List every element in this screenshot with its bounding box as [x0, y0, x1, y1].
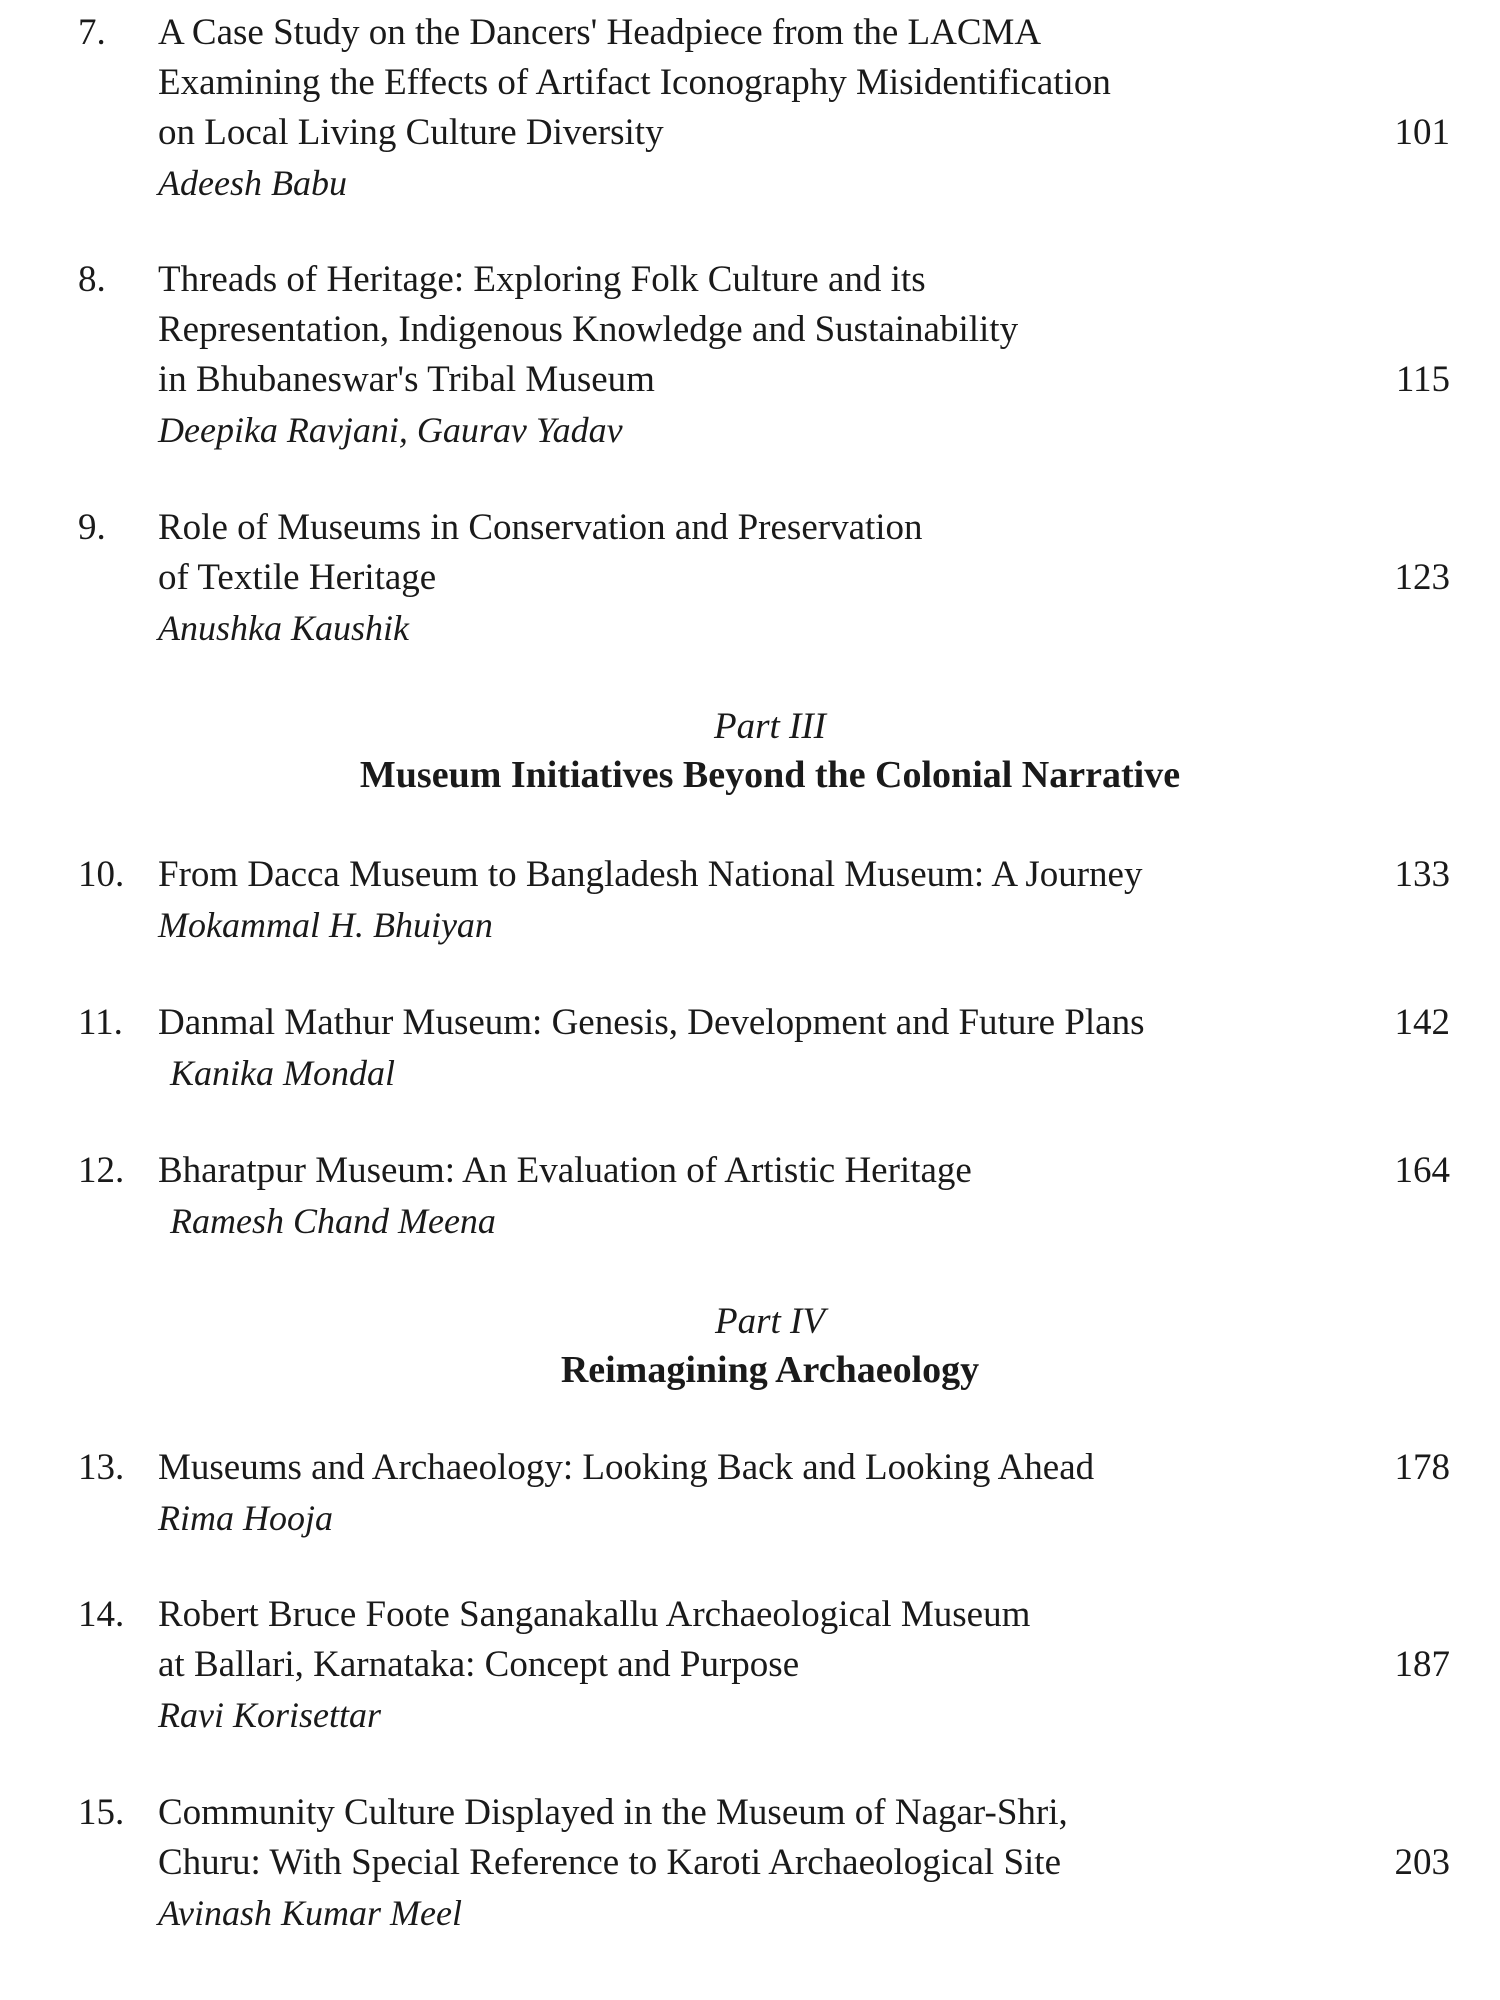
entry-page-number: 123 — [1394, 557, 1450, 598]
part-title: Reimagining Archaeology — [560, 1349, 980, 1391]
entry-number: 15. — [78, 1792, 125, 1833]
entry-page-number: 115 — [1395, 359, 1450, 400]
entry-number: 13. — [78, 1447, 125, 1488]
entry-number: 8. — [78, 259, 106, 300]
part-label: Part IV — [715, 1301, 825, 1342]
entry-title: Bharatpur Museum: An Evaluation of Artistic Heritage — [158, 1150, 972, 1191]
entry-number: 9. — [78, 507, 106, 548]
entry-page-number: 203 — [1394, 1842, 1450, 1883]
entry-number: 7. — [78, 12, 106, 53]
entry-author: Rima Hooja — [158, 1498, 333, 1538]
entry-author: Ravi Korisettar — [158, 1695, 381, 1735]
entry-page-number: 164 — [1394, 1150, 1450, 1191]
entry-author: Mokammal H. Bhuiyan — [158, 905, 493, 945]
entry-title: Threads of Heritage: Exploring Folk Culture and its Representation, Indigenous Knowledge and Sustainability in Bhubaneswar's Tribal Museum — [158, 259, 1019, 400]
entry-author: Kanika Mondal — [170, 1053, 395, 1093]
entry-page-number: 187 — [1394, 1644, 1450, 1685]
part-label: Part III — [714, 706, 826, 747]
entry-number: 12. — [78, 1150, 125, 1191]
entry-title: From Dacca Museum to Bangladesh National Museum: A Journey — [158, 854, 1143, 895]
part-title: Museum Initiatives Beyond the Colonial Narrative — [359, 754, 1181, 796]
entry-title: Robert Bruce Foote Sanganakallu Archaeological Museum at Ballari, Karnataka: Concept and Purpose — [158, 1594, 1031, 1685]
entry-author: Ramesh Chand Meena — [170, 1201, 496, 1241]
entry-title: Danmal Mathur Museum: Genesis, Development and Future Plans — [158, 1002, 1145, 1043]
entry-author: Deepika Ravjani, Gaurav Yadav — [158, 410, 623, 450]
entry-page-number: 142 — [1394, 1002, 1450, 1043]
entry-title: Community Culture Displayed in the Museum of Nagar-Shri, Churu: With Special Reference to Karoti Archaeological Site — [158, 1792, 1068, 1883]
entry-author: Anushka Kaushik — [158, 608, 409, 648]
entry-author: Avinash Kumar Meel — [158, 1893, 462, 1933]
entry-author: Adeesh Babu — [158, 163, 347, 203]
entry-page-number: 101 — [1394, 112, 1450, 153]
entry-title: Museums and Archaeology: Looking Back and Looking Ahead — [158, 1447, 1095, 1488]
entry-number: 11. — [78, 1002, 123, 1043]
entry-title: Role of Museums in Conservation and Preservation of Textile Heritage — [158, 507, 923, 598]
entry-page-number: 133 — [1394, 854, 1450, 895]
entry-page-number: 178 — [1394, 1447, 1450, 1488]
entry-number: 14. — [78, 1594, 125, 1635]
entry-title: A Case Study on the Dancers' Headpiece from the LACMA Examining the Effects of Artifact Iconography Misidentification on Local Living Culture Diversity — [158, 12, 1111, 153]
entry-number: 10. — [78, 854, 125, 895]
